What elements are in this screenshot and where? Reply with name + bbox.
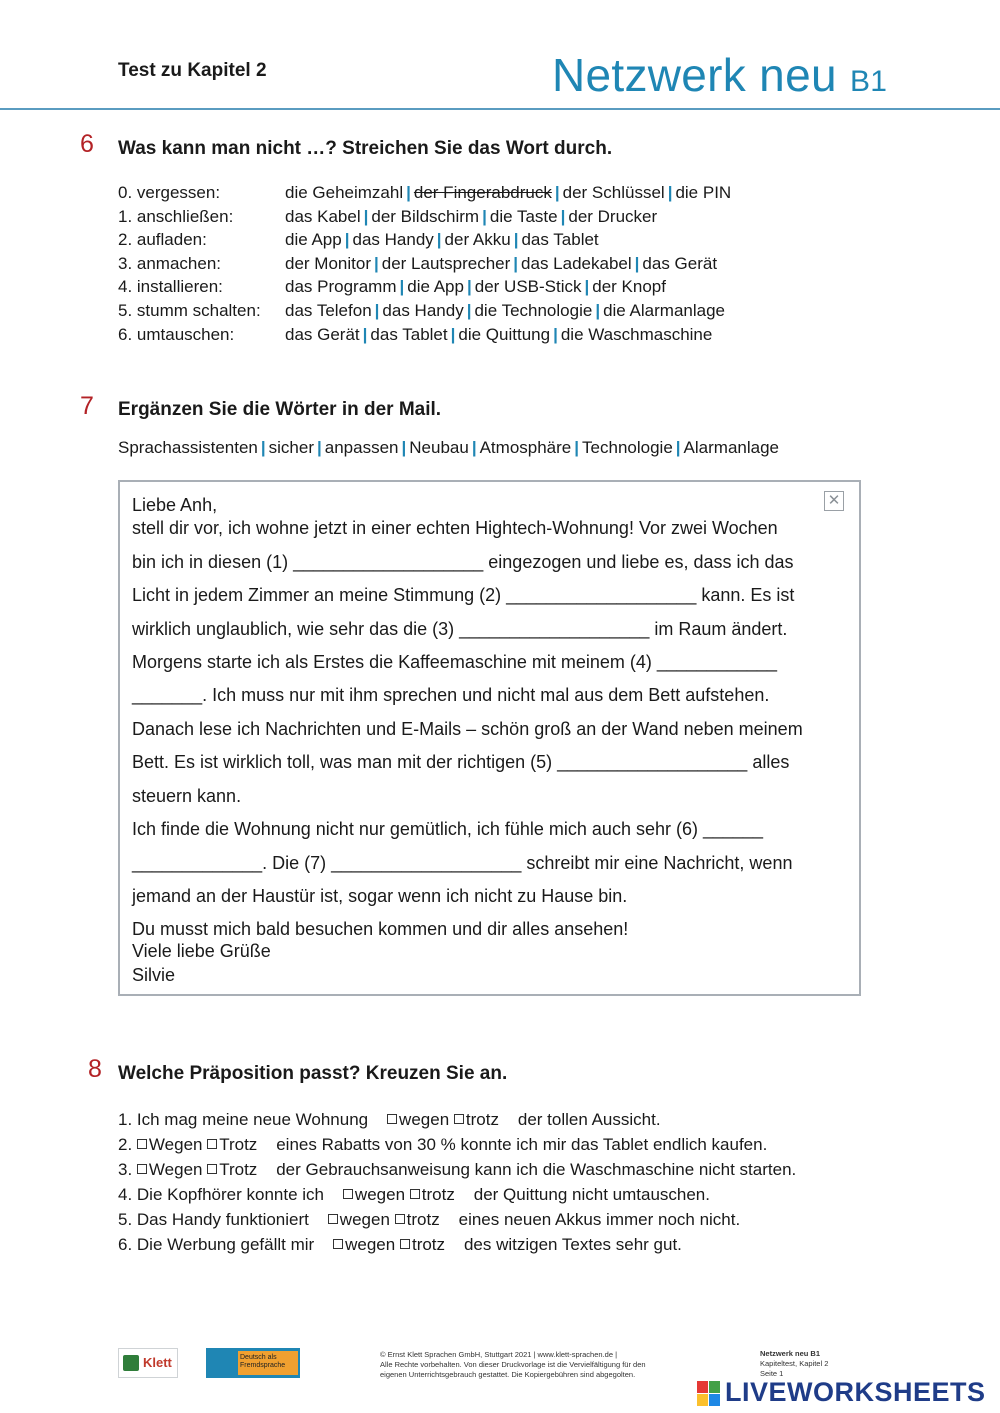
word-option[interactable]: das Tablet [521,230,599,250]
separator: | [466,277,472,297]
sentence-start: 5. Das Handy funktioniert [118,1210,309,1229]
row-words [285,323,712,347]
word-bank [118,438,779,458]
word-option[interactable]: die Waschmaschine [560,324,713,344]
mail-line: _____________. Die (7) ___________________ schreibt mir eine Nachricht, wenn [132,853,793,873]
checkbox[interactable] [328,1214,338,1224]
row-words [285,275,666,299]
separator: | [374,300,380,320]
checkbox[interactable] [343,1189,353,1199]
word-option[interactable]: das Telefon [285,300,372,320]
word-option[interactable]: die PIN [675,183,732,202]
word-bank-item: anpassen [324,438,399,457]
sentence-start: 6. Die Werbung gefällt mir [118,1235,315,1254]
row-words [285,205,657,229]
word-option[interactable]: das Gerät [642,253,718,273]
separator: | [344,230,350,250]
checkbox[interactable] [333,1239,343,1249]
brand-name: Netzwerk neu [552,49,837,101]
checkbox[interactable] [137,1164,147,1174]
word-option[interactable]: der Lautsprecher [381,253,511,273]
separator: | [574,438,580,457]
separator: | [634,253,640,273]
mail-line: Licht in jedem Zimmer an meine Stimmung (2) ___________________ kann. Es ist [132,585,795,605]
separator: | [401,438,407,457]
separator: | [553,324,558,344]
word-bank-item: Technologie [582,438,673,457]
exercise-8-list [118,1107,796,1257]
exercise-8-title: Welche Präposition passt? Kreuzen Sie an. [118,1063,508,1084]
liveworksheets-label: LIVEWORKSHEETS [725,1377,986,1407]
separator: | [363,206,369,226]
exercise-8-row [118,1107,796,1132]
separator: | [675,438,681,457]
row-words [285,299,725,323]
word-bank-item: sicher [268,438,314,457]
sentence-start: 1. Ich mag meine neue Wohnung [118,1110,369,1129]
mail-line: wirklich unglaublich, wie sehr das die (3) ___________________ im Raum ändert. [132,619,788,639]
word-option[interactable]: die App [285,230,342,250]
word-option[interactable]: das Gerät [285,324,360,344]
mail-line: Ich finde die Wohnung nicht nur gemütlich, ich fühle mich auch sehr (6) ______ [132,819,764,839]
separator: | [260,438,266,457]
brand-logo [552,48,887,102]
separator: | [595,300,601,320]
mail-box [118,480,861,996]
separator: | [471,438,477,457]
separator: | [482,206,487,226]
separator: | [584,277,590,297]
row-words [285,228,599,252]
word-bank-item: Neubau [409,438,469,457]
separator: | [317,438,322,457]
word-option[interactable]: die Alarmanlage [603,300,725,320]
checkbox[interactable] [207,1164,217,1174]
separator: | [466,300,472,320]
sentence-end: eines neuen Akkus immer noch nicht. [458,1210,741,1229]
option-label: trotz [411,1235,446,1254]
word-option[interactable]: das Kabel [285,206,361,226]
row-words [285,181,731,205]
word-option[interactable]: die App [407,277,464,297]
mail-line: Liebe Anh, [132,495,218,515]
row-verb: 6. umtauschen: [118,324,235,344]
word-option[interactable]: das Programm [285,277,397,297]
option-label: trotz [421,1185,455,1204]
klett-label: Klett [143,1355,172,1370]
sentence-end: eines Rabatts von 30 % konnte ich mir das Tablet endlich kaufen. [276,1135,768,1154]
option-label: Wegen [148,1135,203,1154]
checkbox[interactable] [400,1239,410,1249]
sentence-start: 2. [118,1135,133,1154]
mail-line: steuern kann. [132,786,242,806]
separator: | [362,324,368,344]
separator: | [513,253,519,273]
sentence-end: der Quittung nicht umtauschen. [473,1185,710,1204]
word-option[interactable]: die Geheimzahl [285,183,404,202]
page-title: Test zu Kapitel 2 [118,60,267,81]
sentence-end: der tollen Aussicht. [517,1110,661,1129]
daf-logo [206,1348,300,1378]
sentence-end: des witzigen Textes sehr gut. [463,1235,682,1254]
header-divider [0,108,1000,110]
word-option[interactable]: die Quittung [458,324,551,344]
word-option[interactable]: das Tablet [370,324,448,344]
exercise-8-number: 8 [88,1055,102,1083]
separator: | [399,277,405,297]
exercise-8-row [118,1232,796,1257]
word-option[interactable]: die Technologie [474,300,593,320]
option-label: wegen [339,1210,390,1229]
checkbox[interactable] [137,1139,147,1149]
word-option[interactable]: der Bildschirm [371,206,480,226]
option-label: Wegen [148,1160,203,1179]
exercise-8-row [118,1182,796,1207]
brand-level: B1 [849,65,888,98]
exercise-7-title: Ergänzen Sie die Wörter in der Mail. [118,399,442,420]
row-verb: 0. vergessen: [118,183,221,202]
word-option[interactable]: der Akku [444,230,511,250]
mail-line: Viele liebe Grüße [132,941,271,961]
mail-line: bin ich in diesen (1) ___________________ eingezogen und liebe es, dass ich das [132,552,794,572]
row-words [285,252,717,276]
option-label: wegen [399,1110,450,1129]
footer-meta [760,1349,828,1379]
copyright-notice [380,1350,646,1380]
option-label: wegen [354,1185,406,1204]
row-verb: 3. anmachen: [118,253,222,273]
exercise-6-number: 6 [80,130,94,158]
exercise-8-row [118,1157,796,1182]
exercise-7-number: 7 [80,392,94,420]
exercise-6-title: Was kann man nicht …? Streichen Sie das Wort durch. [118,138,613,159]
word-option[interactable]: das Handy [352,230,434,250]
row-verb: 5. stumm schalten: [118,300,261,320]
option-label: Trotz [219,1135,258,1154]
copyright-line: Alle Rechte vorbehalten. Von dieser Druckvorlage ist die Vervielfältigung für den [380,1360,646,1369]
option-label: wegen [345,1235,396,1254]
word-bank-item: Atmosphäre [479,438,572,457]
separator: | [513,230,519,250]
separator: | [560,206,566,226]
checkbox[interactable] [395,1214,405,1224]
separator: | [667,183,673,202]
word-option[interactable]: der Schlüssel [562,183,665,202]
liveworksheets-icon [697,1381,721,1407]
mail-line: Danach lese ich Nachrichten und E-Mails – schön groß an der Wand neben meinem [132,719,803,739]
word-option[interactable]: der USB-Stick [474,277,582,297]
option-label: trotz [406,1210,440,1229]
sentence-end: der Gebrauchsanweisung kann ich die Waschmaschine nicht starten. [276,1160,797,1179]
word-option-struck[interactable]: der Fingerabdruck [413,183,552,202]
separator: | [406,183,411,202]
separator: | [436,230,442,250]
mail-line: Morgens starte ich als Erstes die Kaffeemaschine mit meinem (4) ____________ [132,652,778,672]
footer-test: Kapiteltest, Kapitel 2 [760,1359,829,1368]
word-option[interactable]: das Handy [382,300,464,320]
row-verb: 4. installieren: [118,277,223,297]
klett-logo [118,1348,178,1378]
word-option[interactable]: der Drucker [568,206,658,226]
mail-line: Du musst mich bald besuchen kommen und dir alles ansehen! [132,919,629,939]
sentence-start: 4. Die Kopfhörer konnte ich [118,1185,325,1204]
row-verb: 1. anschließen: [118,206,234,226]
checkbox[interactable] [387,1114,397,1124]
close-icon[interactable]: ✕ [824,491,844,511]
copyright-line: © Ernst Klett Sprachen GmbH, Stuttgart 2021 | www.klett-sprachen.de | [380,1350,618,1359]
checkbox[interactable] [410,1189,420,1199]
option-label: trotz [465,1110,499,1129]
separator: | [554,183,560,202]
separator: | [450,324,456,344]
sentence-start: 3. [118,1160,133,1179]
footer-page: Seite 1 [760,1369,784,1378]
exercise-8-row [118,1132,796,1157]
word-option[interactable]: der Knopf [592,277,666,297]
mail-line: stell dir vor, ich wohne jetzt in einer echten Hightech-Wohnung! Vor zwei Wochen [132,518,778,538]
exercise-8-row [118,1207,796,1232]
separator: | [373,253,379,273]
word-option[interactable]: das Ladekabel [521,253,632,273]
footer-book: Netzwerk neu B1 [760,1349,821,1358]
word-bank-item: Sprachassistenten [118,438,258,457]
mail-line: Bett. Es ist wirklich toll, was man mit der richtigen (5) ___________________ alles [132,752,790,772]
option-label: Trotz [219,1160,258,1179]
word-option[interactable]: die Taste [489,206,558,226]
mail-line: jemand an der Haustür ist, sogar wenn ich nicht zu Hause bin. [132,886,628,906]
copyright-line: eigenen Unterrichtsgebrauch gestattet. Die Kopiergebühren sind abgegolten. [380,1370,636,1379]
mail-line: _______. Ich muss nur mit ihm sprechen und nicht mal aus dem Bett aufstehen. [132,685,770,705]
mail-line: Silvie [132,965,176,985]
klett-mark-icon [123,1355,139,1371]
word-option[interactable]: der Monitor [285,253,371,273]
word-bank-item: Alarmanlage [683,438,779,457]
checkbox[interactable] [454,1114,464,1124]
daf-label: Deutsch als Fremdsprache [238,1351,298,1375]
checkbox[interactable] [207,1139,217,1149]
row-verb: 2. aufladen: [118,230,207,250]
